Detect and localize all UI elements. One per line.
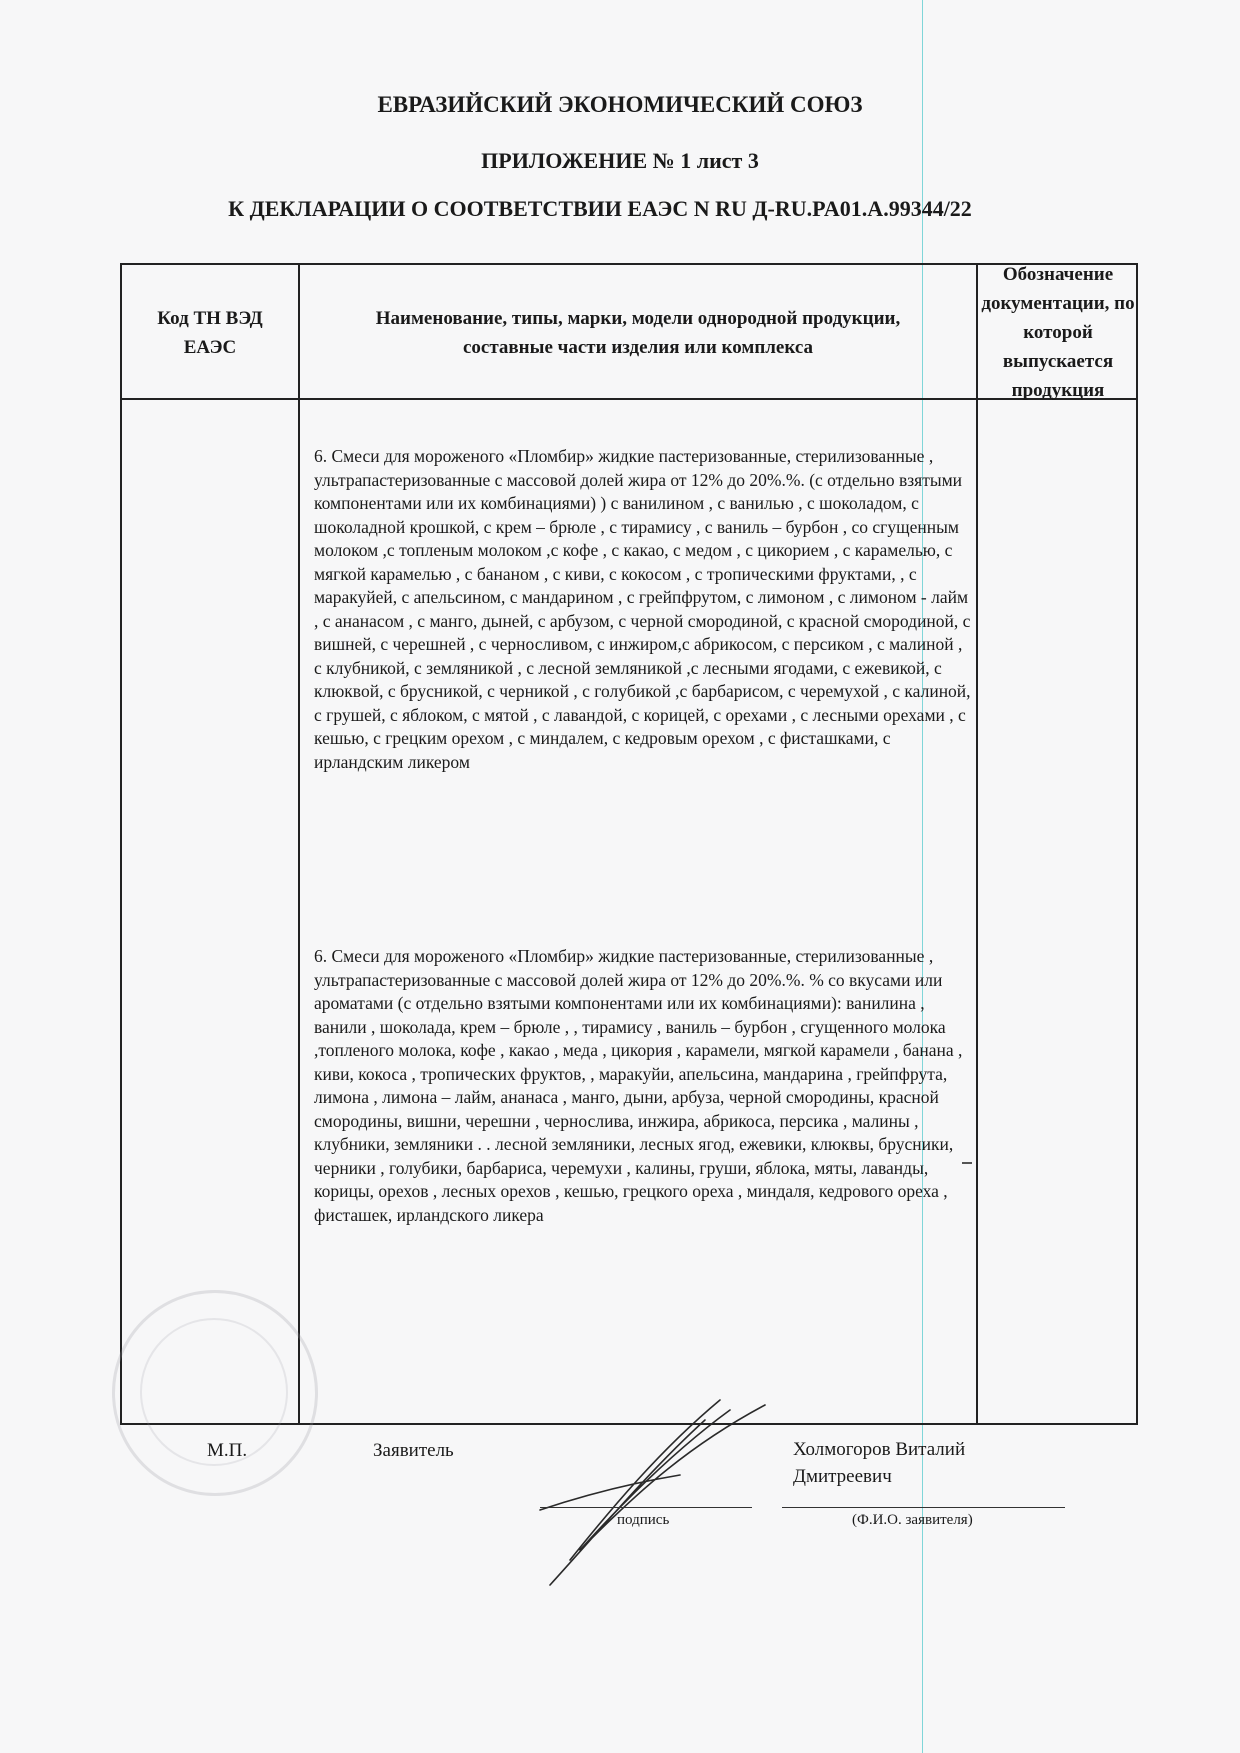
seal-place-label: М.П. [207,1440,248,1461]
applicant-name-line2: Дмитреевич [793,1466,892,1487]
column-header-name: Наименование, типы, марки, модели однородной продукции, составные части изделия или комплекса [375,307,901,358]
product-description-1: 6. Смеси для мороженого «Пломбир» жидкие пастеризованные, стерилизованные , ультрапастеризованные с массовой долей жира от 12% до 20%.%. (с отдельно взятыми компонентами или их комбинациями) ) с ванилином , с ванилью , с шоколадом, с шоколадной крошкой, с крем – брюле , с тирамису , с ваниль – бурбон , со сгущенным молоком ,с топленым молоком ,с кофе , с какао, с медом , с цикорием , с карамелью, с мягкой карамелью , с бананом , с киви, с кокосом , с тропическими фруктами, , с маракуйей, с апельсином, с мандарином , с грейпфрутом, с лимоном , с лимоном - лайм , с ананасом , с манго, дыней, с арбузом, с черной смородиной, с красной смородиной, с вишней, с черешней , с черносливом, с инжиром,с абрикосом, с персиком , с малиной , с клубникой, с земляникой , с лесной земляникой ,с лесными ягодами, с ежевикой, с клюквой, с брусникой, с черникой , с голубикой ,с барбарисом, с черемухой , с калиной, с грушей, с яблоком, с мятой , с лавандой, с корицей, с орехами , с лесными орехами , с кешью, с грецким орехом , с миндалем, с кедровым орехом , с фисташками, с ирландским ликером [314,446,971,772]
products-table [120,263,1138,1425]
applicant-name-line1: Холмогоров Виталий [793,1439,966,1460]
column-header-documentation: Обозначение документации, по которой выпускается продукция [981,264,1135,401]
dash-mark [962,1162,972,1164]
union-title: ЕВРАЗИЙСКИЙ ЭКОНОМИЧЕСКИЙ СОЮЗ [377,92,863,117]
product-description-2: 6. Смеси для мороженого «Пломбир» жидкие пастеризованные, стерилизованные , ультрапастеризованные с массовой долей жира от 12% до 20%.%. % со вкусами или ароматами (с отдельно взятыми компонентами или их комбинациями): ванилина , ванили , шоколада, крем – брюле , , тирамису , ваниль – бурбон , сгущенного молока ,топленого молока, кофе , какао , меда , цикория , карамели, мягкой карамели , банана , киви, кокоса , тропических фруктов, , маракуйи, апельсина, мандарина , грейпфрута, лимона , лимона – лайм, ананаса , манго, дыни, арбуза, черной смородины, красной смородины, вишни, черешни , чернослива, инжира, абрикоса, персика , малины , клубники, земляники . . лесной земляники, лесных ягод, ежевики, клюквы, брусники, черники , голубики, барбариса, черемухи , калины, груши, яблока, мяты, лаванды, корицы, орехов , лесных орехов , кешью, грецкого ореха , миндаля, кедрового ореха , фисташек, ирландского ликера [314,946,963,1225]
name-caption: (Ф.И.О. заявителя) [852,1512,973,1528]
column-header-code: Код ТН ВЭД ЕАЭС [157,307,263,358]
signature-caption: подпись [617,1512,670,1528]
name-line [782,1507,1065,1508]
signature-line [540,1507,752,1508]
applicant-name [793,1436,965,1490]
applicant-label: Заявитель [373,1440,454,1461]
appendix-title: ПРИЛОЖЕНИЕ № 1 лист 3 [481,148,759,173]
handwritten-signature [530,1390,780,1590]
declaration-title: К ДЕКЛАРАЦИИ О СООТВЕТСТВИИ ЕАЭС N RU Д-RU.PA01.A.99344/22 [228,196,972,221]
column-divider [298,265,300,1423]
column-divider [976,265,978,1423]
